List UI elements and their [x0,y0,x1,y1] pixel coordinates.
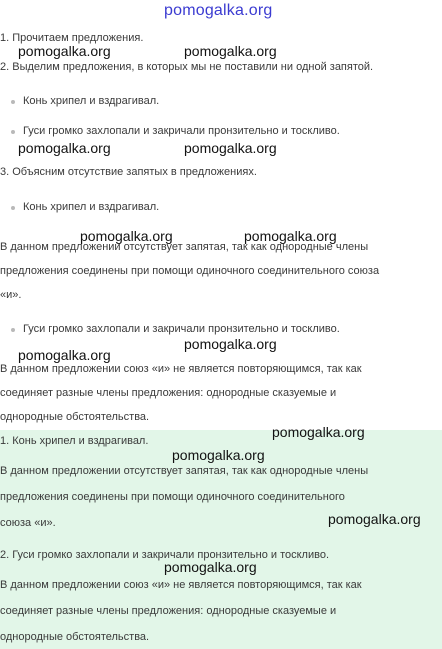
answer-heading-2: 2. Гуси громко захлопали и закричали пронзительно и тоскливо. [0,549,330,561]
step-1-text: 1. Прочитаем предложения. [0,32,144,44]
paragraph-line: однородные обстоятельства. [0,631,150,643]
paragraph-line: В данном предложении союз «и» не является повторяющимся, так как [0,579,362,591]
step-3-text: 3. Объясним отсутствие запятых в предложениях. [0,166,257,178]
watermark: pomogalka.org [244,228,337,244]
paragraph-line: В данном предложении союз «и» не является повторяющимся, так как [0,363,362,375]
answer-heading-1: 1. Конь хрипел и вздрагивал. [0,435,149,447]
watermark: pomogalka.org [18,347,111,363]
bullet-item: Гуси громко захлопали и закричали пронзительно и тоскливо. [23,323,340,335]
paragraph-line: союза «и». [0,517,56,529]
watermark-top: pomogalka.org [164,2,273,19]
paragraph-line: В данном предложении отсутствует запятая, так как однородные члены [0,241,369,253]
bullet-dot [11,206,15,210]
bullet-item: Конь хрипел и вздрагивал. [23,201,160,213]
paragraph-line: однородные обстоятельства. [0,411,150,423]
bullet-dot [11,100,15,104]
bullet-item: Конь хрипел и вздрагивал. [23,95,160,107]
paragraph-line: «и». [0,289,22,301]
paragraph-line: предложения соединены при помощи одиночного соединительного союза [0,265,380,277]
bullet-dot [11,130,15,134]
watermark: pomogalka.org [184,43,277,59]
bullet-dot [11,328,15,332]
watermark: pomogalka.org [18,43,111,59]
step-2-text: 2. Выделим предложения, в которых мы не поставили ни одной запятой. [0,61,374,73]
paragraph-line: предложения соединены при помощи одиночного соединительного [0,491,345,503]
watermark: pomogalka.org [184,140,277,156]
watermark: pomogalka.org [164,559,257,575]
paragraph-line: соединяет разные члены предложения: однородные сказуемые и [0,605,337,617]
watermark: pomogalka.org [80,228,173,244]
paragraph-line: В данном предложении отсутствует запятая, так как однородные члены [0,465,369,477]
watermark: pomogalka.org [328,511,421,527]
bullet-item: Гуси громко захлопали и закричали пронзительно и тоскливо. [23,125,340,137]
watermark: pomogalka.org [18,140,111,156]
watermark: pomogalka.org [172,447,265,463]
watermark: pomogalka.org [184,336,277,352]
paragraph-line: соединяет разные члены предложения: однородные сказуемые и [0,387,337,399]
watermark: pomogalka.org [272,424,365,440]
